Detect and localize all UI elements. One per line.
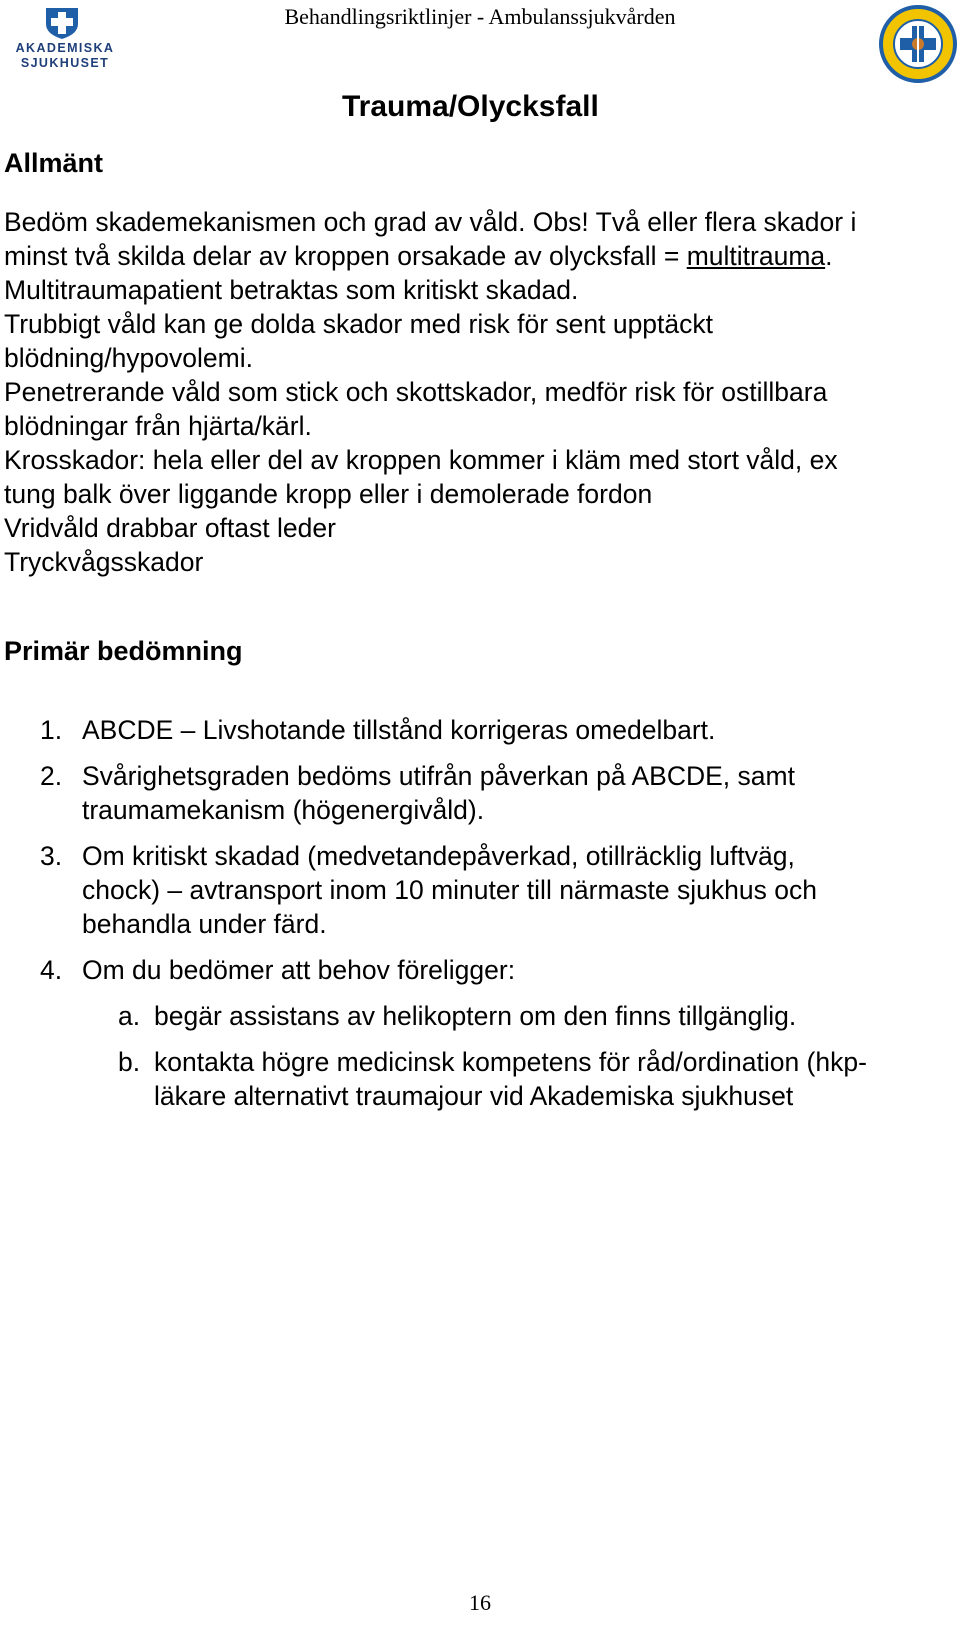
text-segment: .	[825, 241, 833, 271]
text-line: Trubbigt våld kan ge dolda skador med risk för sent upptäckt	[4, 309, 714, 339]
ambulance-badge-icon	[878, 2, 958, 86]
list-item-text: Svårighetsgraden bedöms utifrån påverkan på ABCDE, samt	[82, 761, 795, 791]
sub-list-item-text: läkare alternativt traumajour vid Akademiska sjukhuset	[154, 1081, 794, 1111]
list-item	[4, 839, 956, 941]
list-item-text: chock) – avtransport inom 10 minuter till närmaste sjukhus och	[82, 875, 817, 905]
text-line: Tryckvågsskador	[4, 547, 204, 577]
text-line: Penetrerande våld som stick och skottskador, medför risk för ostillbara	[4, 377, 828, 407]
multitrauma-term: multitrauma	[686, 241, 826, 271]
section-heading-primar-bedomning: Primär bedömning	[4, 636, 243, 666]
text-segment: minst två skilda delar av kroppen orsakade av olycksfall =	[4, 241, 687, 271]
sub-list-item-text: kontakta högre medicinsk kompetens för råd/ordination (hkp-	[154, 1047, 867, 1077]
ambulanssjukvarden-badge	[878, 2, 958, 86]
text-line: Multitraumapatient betraktas som kritiskt skadad.	[4, 275, 579, 305]
text-line: tung balk över liggande kropp eller i demolerade fordon	[4, 479, 653, 509]
list-number: 3.	[40, 841, 63, 871]
sub-list-letter: a.	[118, 1001, 141, 1031]
logo-wordmark: AKADEMISKA SJUKHUSET	[15, 41, 115, 70]
sub-list-item-text: begär assistans av helikoptern om den finns tillgänglig.	[154, 1001, 797, 1031]
page-number: 16	[469, 1590, 491, 1615]
text-line: Vridvåld drabbar oftast leder	[4, 513, 336, 543]
text-line: blödning/hypovolemi.	[4, 343, 253, 373]
primary-assessment-list	[4, 713, 956, 1125]
general-paragraph	[4, 205, 956, 545]
sub-list-item	[4, 999, 956, 1033]
list-item	[4, 953, 956, 1113]
page-title: Trauma/Olycksfall	[342, 90, 599, 123]
list-item-text: Om kritiskt skadad (medvetandepåverkad, otillräcklig luftväg,	[82, 841, 795, 871]
list-number: 2.	[40, 761, 63, 791]
list-item-text: behandla under färd.	[82, 909, 327, 939]
list-item-text: Om du bedömer att behov föreligger:	[82, 955, 516, 985]
text-line	[4, 239, 956, 273]
running-header: Behandlingsriktlinjer - Ambulanssjukvården	[284, 4, 676, 29]
sub-list-letter: b.	[118, 1047, 141, 1077]
list-item-text: ABCDE – Livshotande tillstånd korrigeras omedelbart.	[82, 715, 716, 745]
general-paragraph-2	[4, 545, 956, 579]
list-number: 4.	[40, 955, 63, 985]
sub-list-item	[4, 1045, 956, 1113]
list-number: 1.	[40, 715, 63, 745]
text-line: Krosskador: hela eller del av kroppen kommer i kläm med stort våld, ex	[4, 445, 838, 475]
text-line: Bedöm skademekanismen och grad av våld. Obs! Två eller flera skador i	[4, 207, 857, 237]
section-heading-allmant: Allmänt	[4, 148, 104, 178]
text-line: blödningar från hjärta/kärl.	[4, 411, 312, 441]
list-item-text: traumamekanism (högenergivåld).	[82, 795, 485, 825]
list-item	[4, 759, 956, 827]
list-item	[4, 713, 956, 747]
